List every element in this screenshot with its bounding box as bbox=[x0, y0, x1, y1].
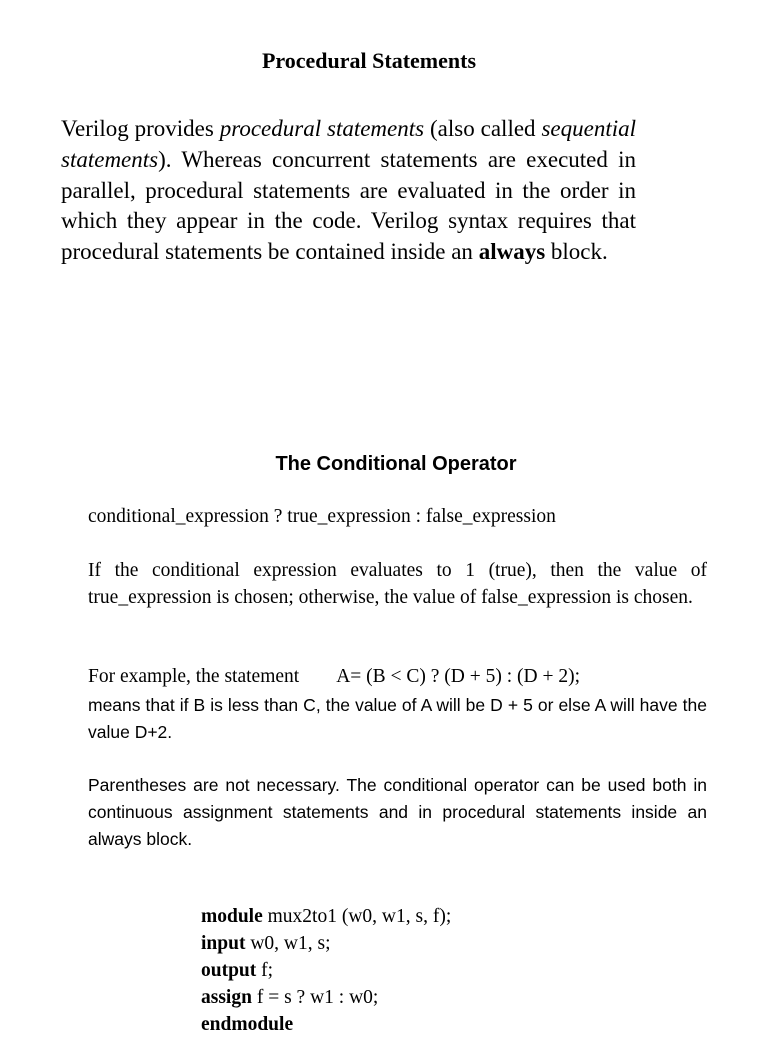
code-text: f; bbox=[256, 960, 274, 981]
intro-paragraph bbox=[61, 114, 636, 268]
example-code: A= (B < C) ? (D + 5) : (D + 2); bbox=[336, 666, 581, 687]
code-keyword: output bbox=[201, 960, 257, 981]
code-keyword: module bbox=[201, 906, 263, 927]
code-line bbox=[201, 1011, 621, 1038]
conditional-explanation: If the conditional expression evaluates to 1 (true), then the value of true_expression is chosen; otherwise, the value of false_expression is chosen. bbox=[88, 560, 707, 608]
example-intro: For example, the statement bbox=[88, 666, 300, 687]
example-line bbox=[88, 664, 707, 690]
code-keyword: input bbox=[201, 933, 246, 954]
code-keyword: endmodule bbox=[201, 1014, 294, 1035]
intro-text-1: Verilog provides bbox=[61, 116, 220, 141]
parentheses-note: Parentheses are not necessary. The conditional operator can be used both in continuous assignment statements and in procedural statements inside an always block. bbox=[88, 775, 707, 849]
code-line bbox=[201, 984, 621, 1011]
page-title: Procedural Statements bbox=[261, 48, 477, 73]
code-line bbox=[201, 957, 621, 984]
intro-italic-sequential: sequential statements bbox=[61, 116, 636, 172]
intro-text-4: block. bbox=[545, 239, 608, 265]
example-description: means that if B is less than C, the value of A will be D + 5 or else A will have the value D+2. bbox=[88, 695, 707, 742]
code-text: mux2to1 (w0, w1, s, f); bbox=[262, 906, 452, 927]
intro-text-3: ). Whereas concurrent statements are executed in parallel, procedural statements are evaluated in the order in which they appear in the code. Verilog syntax requires that procedural statements be contained inside an bbox=[61, 146, 636, 265]
section-heading-conditional-operator: The Conditional Operator bbox=[275, 453, 517, 475]
intro-italic-procedural: procedural statements bbox=[219, 116, 425, 141]
code-line bbox=[201, 903, 621, 930]
code-text: f = s ? w1 : w0; bbox=[251, 987, 379, 1008]
code-text: w0, w1, s; bbox=[245, 933, 331, 954]
code-line bbox=[201, 930, 621, 957]
code-block bbox=[201, 903, 621, 1038]
conditional-syntax: conditional_expression ? true_expression : false_expression bbox=[88, 506, 556, 527]
code-keyword: assign bbox=[201, 987, 252, 1008]
intro-bold-always: always bbox=[478, 239, 546, 265]
intro-text-2: (also called bbox=[424, 116, 542, 141]
